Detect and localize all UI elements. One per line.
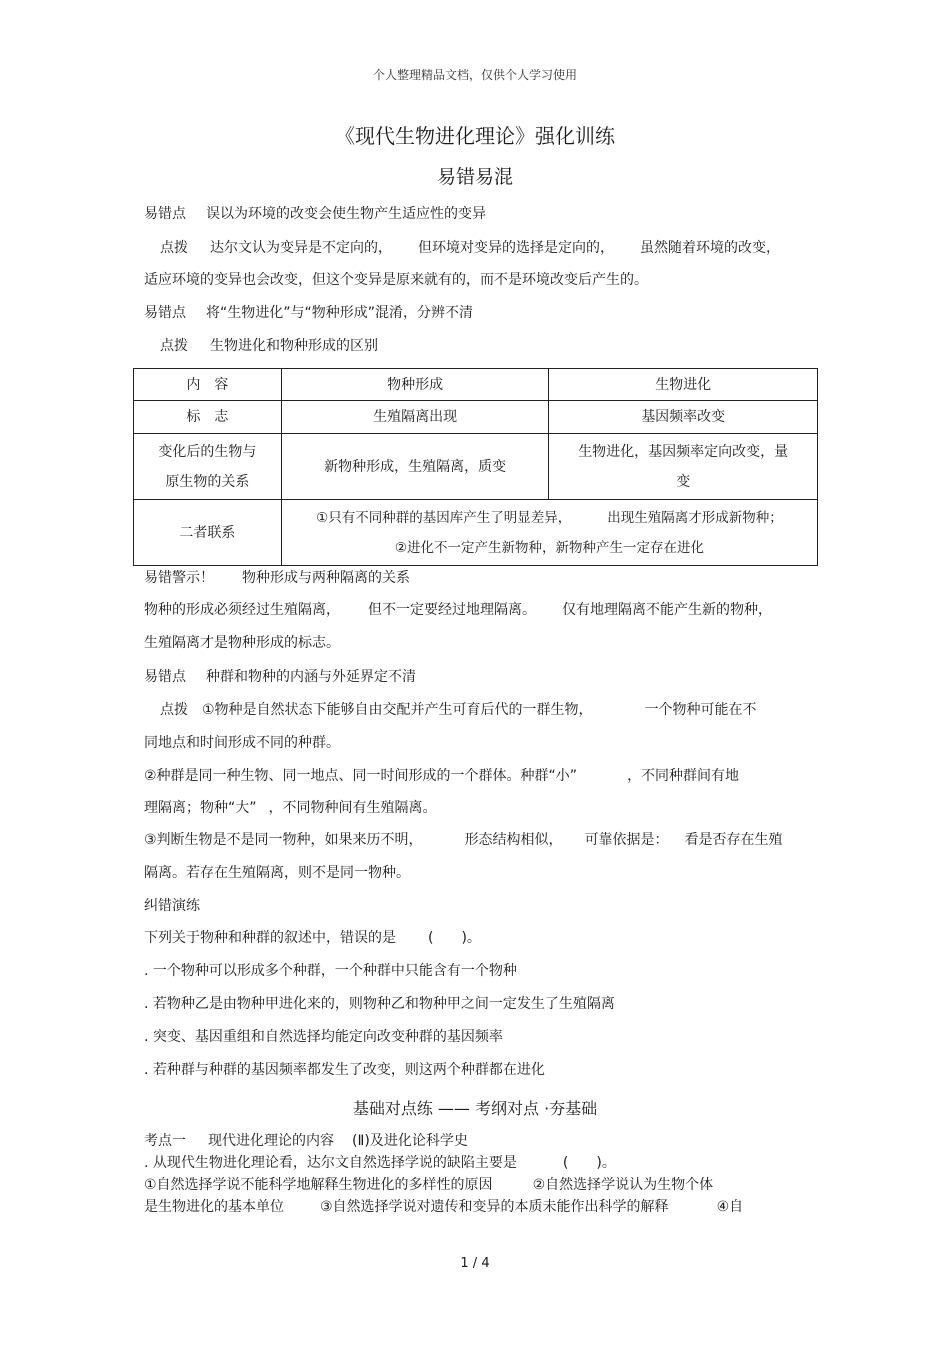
option-d: . 若种群与种群的基因频率都发生了改变，则这两个种群都在进化 (144, 1062, 545, 1078)
point3-tip-label: 点拨 (160, 702, 188, 718)
table-cell-line: 变化后的生物与 (158, 443, 257, 460)
point1-tip-c: 虽然随着环境的改变， (640, 240, 780, 256)
point1-tip-line (160, 238, 780, 258)
q1-opt4: ④自 (716, 1199, 744, 1215)
point3-tip2-line (144, 766, 739, 786)
comparison-table (133, 368, 818, 566)
table-cell: 生殖隔离出现 (281, 401, 549, 434)
point3-tip2a: ②种群是同一种生物、同一地点、同一时间形成的一个群体。种群“小” (144, 768, 578, 784)
warning-body-line (144, 600, 772, 620)
table-header-species: 物种形成 (281, 369, 549, 401)
warning-text: 物种形成与两种隔离的关系 (242, 570, 410, 586)
point3-label: 易错点 (144, 669, 186, 685)
point3-tip3c: 可靠依据是： (584, 832, 669, 848)
warning-body-line2: 生殖隔离才是物种形成的标志。 (144, 635, 340, 651)
practice-label: 纠错演练 (144, 898, 200, 914)
table-cell: 基因频率改变 (549, 401, 818, 434)
connection-b: 出现生殖隔离才形成新物种； (607, 509, 783, 526)
question-text: 下列关于物种和种群的叙述中，错误的是 (144, 930, 396, 946)
point1-tip-line2: 适应环境的变异也会改变，但这个变异是原来就有的，而不是环境改变后产生的。 (144, 272, 648, 288)
point1-tip-label: 点拨 (160, 240, 188, 256)
point3-tip3-line2: 隔离。若存在生殖隔离，则不是同一物种。 (144, 865, 410, 881)
point3-tip3-line (144, 830, 783, 850)
connection-a: ①只有不同种群的基因库产生了明显差异， (316, 509, 572, 526)
q1-text: . 从现代生物进化理论看，达尔文自然选择学说的缺陷主要是 (144, 1155, 517, 1171)
table-cell-line: 生物进化，基因频率定向改变，量 (578, 443, 789, 460)
table-row (134, 401, 818, 434)
point3-tip1b: 一个物种可能在不 (644, 702, 757, 718)
section-subtitle: 易错易混 (436, 166, 513, 188)
point3-tip2-line2 (144, 798, 437, 818)
table-cell (549, 434, 818, 500)
table-cell (134, 434, 282, 500)
table-row (134, 434, 818, 500)
table-cell-line: ②进化不一定产生新物种，新物种产生一定存在进化 (394, 539, 704, 556)
kp-level: (Ⅱ)及进化论科学史 (352, 1133, 468, 1149)
q1-opt3: ③自然选择学说对遗传和变异的本质未能作出科学的解释 (320, 1199, 669, 1215)
table-cell (281, 500, 817, 566)
point1-tip-a: 达尔文认为变异是不定向的， (210, 240, 392, 256)
page-number: 1 / 4 (460, 1256, 490, 1271)
warning-line (144, 568, 410, 588)
warning-b: 但不一定要经过地理隔离。 (368, 602, 536, 618)
q1-opt1: ①自然选择学说不能科学地解释生物进化的多样性的原因 (144, 1177, 493, 1193)
point2-tip-label: 点拨 (160, 338, 188, 354)
kp-label: 考点一 (144, 1133, 186, 1149)
point2-label: 易错点 (144, 305, 186, 321)
table-cell-line: 变 (676, 473, 691, 490)
table-row (134, 500, 818, 566)
kp-text: 现代进化理论的内容 (208, 1133, 334, 1149)
point1-tip-b: 但环境对变异的选择是定向的， (418, 240, 614, 256)
option-c: . 突变、基因重组和自然选择均能定向改变种群的基因频率 (144, 1029, 503, 1045)
point1-text: 误以为环境的改变会使生物产生适应性的变异 (206, 206, 486, 222)
point2-text: 将“生物进化”与“物种形成”混淆，分辨不清 (206, 305, 474, 321)
point2-tip-text: 生物进化和物种形成的区别 (210, 338, 378, 354)
point1-line (144, 204, 486, 224)
point3-tip3a: ③判断生物是不是同一物种，如果来历不明， (144, 832, 423, 848)
q1-opt2-cont: 是生物进化的基本单位 (144, 1199, 284, 1215)
table-header-evolution: 生物进化 (549, 369, 818, 401)
q1-options-line2 (144, 1197, 743, 1217)
section2-title: 基础对点练 —— 考纲对点 ·夯基础 (352, 1099, 598, 1118)
point3-tip2d: ，不同物种间有生殖隔离。 (268, 800, 437, 816)
point2-tip-line (160, 336, 378, 356)
q1-blank: ( )。 (562, 1155, 616, 1171)
point3-tip3b: 形态结构相似， (464, 832, 563, 848)
point3-text: 种群和物种的内涵与外延界定不清 (206, 669, 416, 685)
table-cell-line (288, 503, 811, 533)
option-a: . 一个物种可以形成多个种群，一个种群中只能含有一个物种 (144, 963, 517, 979)
point3-tip-line (160, 700, 757, 720)
table-cell: 新物种形成，生殖隔离，质变 (281, 434, 549, 500)
q1-options-line1 (144, 1175, 713, 1195)
table-row (134, 369, 818, 401)
header-note: 个人整理精品文档，仅供个人学习使用 (372, 68, 577, 82)
kp-line (144, 1131, 468, 1151)
point3-tip1c: 同地点和时间形成不同的种群。 (144, 735, 340, 751)
q1-line (144, 1153, 616, 1173)
practice-question (144, 928, 481, 948)
point3-tip2c: 理隔离；物种“大” (144, 800, 257, 816)
warning-label: 易错警示！ (144, 570, 214, 586)
point2-line (144, 303, 473, 323)
warning-a: 物种的形成必须经过生殖隔离， (144, 602, 340, 618)
q1-opt2: ②自然选择学说认为生物个体 (532, 1177, 714, 1193)
table-cell: 二者联系 (134, 500, 282, 566)
point3-tip1a: ①物种是自然状态下能够自由交配并产生可育后代的一群生物， (202, 702, 593, 718)
point1-label: 易错点 (144, 206, 186, 222)
point3-tip3d: 看是否存在生殖 (684, 832, 783, 848)
table-header-content: 内 容 (134, 369, 282, 401)
answer-blank: ( )。 (428, 930, 481, 946)
point3-line (144, 667, 416, 687)
page-title: 《现代生物进化理论》强化训练 (335, 124, 615, 148)
table-cell-line: 原生物的关系 (165, 473, 250, 490)
point3-tip2b: ，不同种群间有地 (627, 768, 740, 784)
table-cell: 标 志 (134, 401, 282, 434)
warning-c: 仅有地理隔离不能产生新的物种， (562, 602, 772, 618)
option-b: . 若物种乙是由物种甲进化来的，则物种乙和物种甲之间一定发生了生殖隔离 (144, 996, 615, 1012)
